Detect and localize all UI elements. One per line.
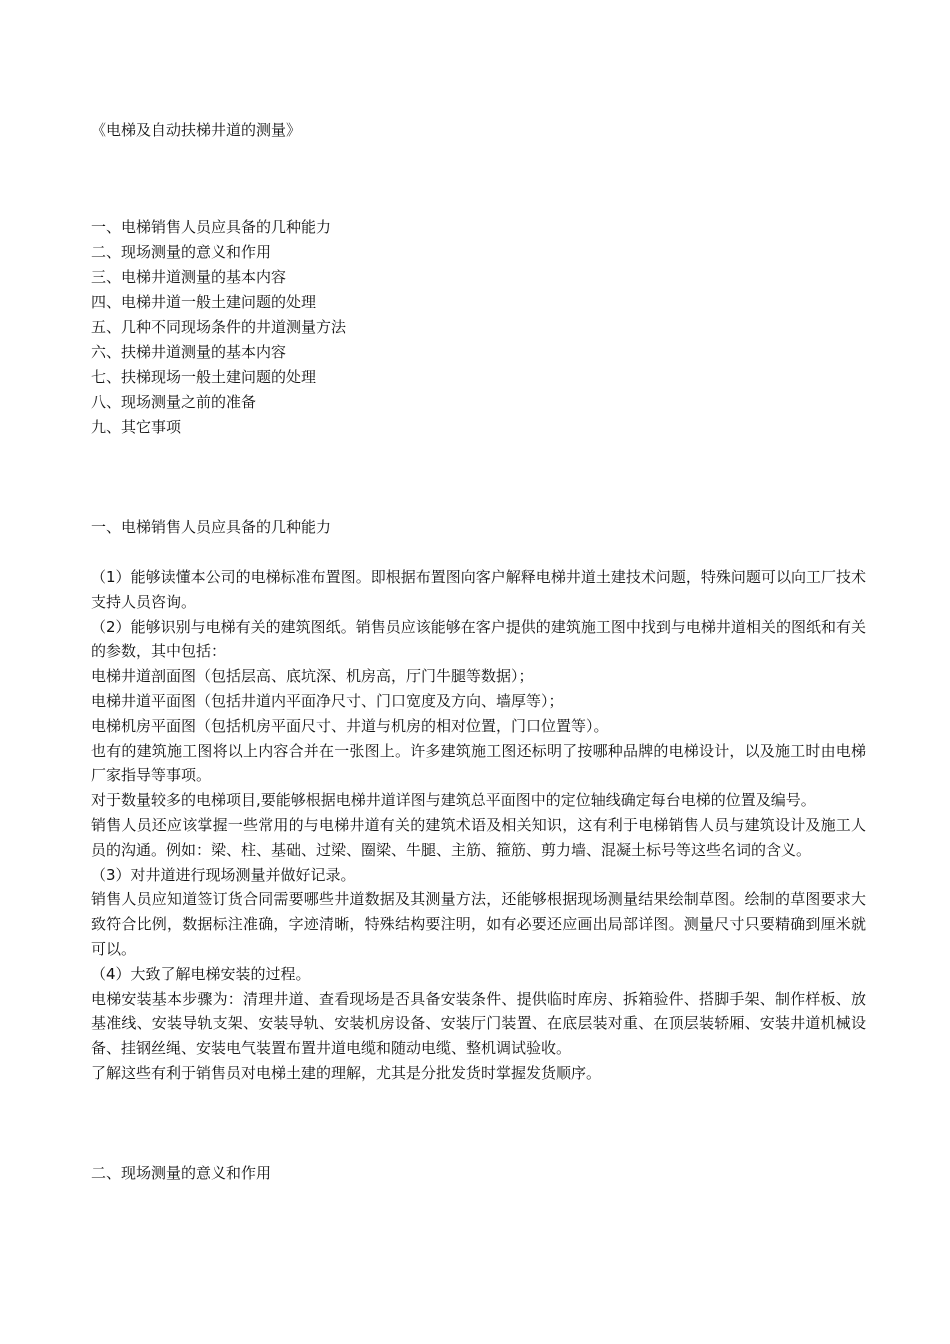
paragraph: 电梯机房平面图（包括机房平面尺寸、井道与机房的相对位置，门口位置等）。 <box>91 716 609 735</box>
toc-item: 五、几种不同现场条件的井道测量方法 <box>91 318 347 336</box>
paragraph: 对于数量较多的电梯项目,要能够根据电梯井道详图与建筑总平面图中的定位轴线确定每台电梯的位置及编号。 <box>91 791 816 810</box>
toc-item: 六、扶梯井道测量的基本内容 <box>91 343 287 361</box>
paragraph: 销售人员还应该掌握一些常用的与电梯井道有关的建筑术语及相关知识，这有利于电梯销售人员与建筑设计及施工人员的沟通。例如：梁、柱、基础、过梁、圈梁、牛腿、主筋、箍筋、剪力墙、混凝土标号等这些名词的含义。 <box>91 815 866 859</box>
toc-item: 三、电梯井道测量的基本内容 <box>91 268 287 286</box>
toc-item: 四、电梯井道一般土建问题的处理 <box>91 293 317 311</box>
paragraph: 也有的建筑施工图将以上内容合并在一张图上。许多建筑施工图还标明了按哪种品牌的电梯设计，以及施工时由电梯厂家指导等事项。 <box>91 741 866 785</box>
toc-item: 九、其它事项 <box>91 418 182 436</box>
document-title: 《电梯及自动扶梯井道的测量》 <box>91 121 302 139</box>
paragraph: （2）能够识别与电梯有关的建筑图纸。销售员应该能够在客户提供的建筑施工图中找到与电梯井道相关的图纸和有关的参数，其中包括： <box>91 617 866 661</box>
toc-item: 一、电梯销售人员应具备的几种能力 <box>91 218 332 236</box>
paragraph: 了解这些有利于销售员对电梯土建的理解，尤其是分批发货时掌握发货顺序。 <box>91 1063 602 1082</box>
section-body <box>91 565 866 1086</box>
paragraph: 电梯安装基本步骤为：清理井道、查看现场是否具备安装条件、提供临时库房、拆箱验件、搭脚手架、制作样板、放基准线、安装导轨支架、安装导轨、安装机房设备、安装厅门装置、在底层装对重、在顶层装轿厢、安装井道机械设备、挂钢丝绳、安装电气装置布置井道电缆和随动电缆、整机调试验收。 <box>91 989 866 1058</box>
paragraph: 电梯井道平面图（包括井道内平面净尺寸、门口宽度及方向、墙厚等）； <box>91 691 564 710</box>
toc-item: 二、现场测量的意义和作用 <box>91 243 272 261</box>
paragraph: 销售人员应知道签订货合同需要哪些井道数据及其测量方法，还能够根据现场测量结果绘制草图。绘制的草图要求大致符合比例，数据标注准确，字迹清晰，特殊结构要注明，如有必要还应画出局部详图。测量尺寸只要精确到厘米就可以。 <box>91 890 866 958</box>
table-of-contents <box>91 215 346 440</box>
paragraph: （1）能够读懂本公司的电梯标准布置图。即根据布置图向客户解释电梯井道土建技术问题，特殊问题可以向工厂技术支持人员咨询。 <box>91 568 866 611</box>
paragraph: 电梯井道剖面图（包括层高、底坑深、机房高，厅门牛腿等数据）； <box>91 667 534 686</box>
section-heading: 二、现场测量的意义和作用 <box>91 1164 272 1182</box>
toc-item: 七、扶梯现场一般土建问题的处理 <box>91 368 317 386</box>
paragraph: （3）对井道进行现场测量并做好记录。 <box>91 865 356 884</box>
paragraph: （4）大致了解电梯安装的过程。 <box>91 964 311 983</box>
section-heading: 一、电梯销售人员应具备的几种能力 <box>91 518 332 536</box>
toc-item: 八、现场测量之前的准备 <box>91 393 257 411</box>
